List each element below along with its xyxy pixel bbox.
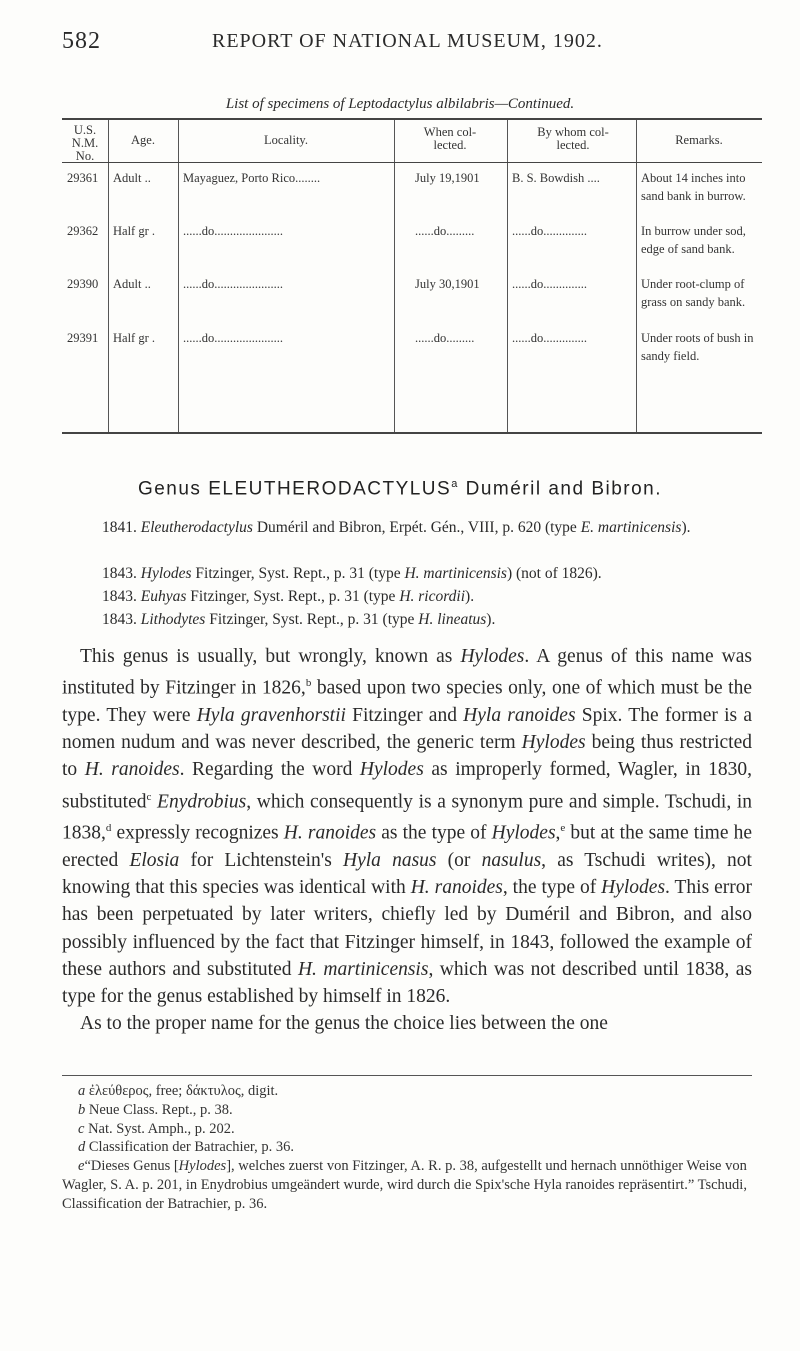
cell-remarks: Under root-clump of grass on sandy bank.: [641, 277, 746, 309]
header-locality: Locality.: [264, 133, 308, 147]
synonym-citation: Fitzinger, Syst. Rept., p. 31 (type: [186, 588, 400, 605]
synonym-tail: ) (not of 1826).: [506, 565, 602, 582]
footnote-a: a ἐλεύθερος, free; δάκτυλος, digit.: [78, 1083, 279, 1099]
header-when: When col- lected.: [423, 125, 477, 152]
body-paragraph: As to the proper name for the genus the choice lies between the one: [80, 1013, 608, 1035]
synonym-type: H. ricordii: [399, 588, 466, 605]
footnote-divider: [62, 1075, 752, 1076]
table-header-row: [62, 120, 762, 163]
header-by: By whom col- lected.: [537, 125, 609, 152]
synonymy-year: 1841.: [102, 519, 137, 536]
footnote-e: e“Dieses Genus [Hylodes], welches zuerst von Fitzinger, A. R. p. 38, aufgestellt und hernach unnöthiger Weise von Wagler, S. A. p. 201, in Enydrobius umgeändert wurde, wird durch die Spix'sche Hyla ranoides repräsentirt.” Tschudi, Classification der Batrachier, p. 36.: [62, 1158, 747, 1212]
synonymy-entry: [102, 587, 752, 607]
cell-age: Half gr .: [113, 224, 155, 238]
synonymy-year: 1843.: [102, 565, 137, 582]
synonym-citation: Duméril and Bibron, Erpét. Gén., VIII, p. 620 (type: [252, 519, 581, 536]
cell-no: 29362: [67, 224, 99, 238]
synonym-type: H. lineatus: [418, 611, 487, 628]
genus-authors: Duméril and Bibron.: [458, 478, 663, 500]
cell-by: ......do..............: [512, 331, 587, 345]
cell-age: Adult ..: [113, 277, 151, 291]
footnote-c: c Nat. Syst. Amph., p. 202.: [78, 1120, 235, 1137]
cell-remarks: In burrow under sod, edge of sand bank.: [641, 224, 746, 256]
page-number: 582: [62, 28, 101, 54]
cell-no: 29361: [67, 171, 99, 185]
synonym-type: E. martinicensis: [580, 519, 682, 536]
synonymy-entry: [102, 564, 752, 584]
synonymy-year: 1843.: [102, 588, 137, 605]
synonymy-year: 1843.: [102, 611, 137, 628]
cell-locality: ......do......................: [183, 224, 283, 238]
cell-age: Half gr .: [113, 331, 155, 345]
cell-by: ......do..............: [512, 224, 587, 238]
header-age: Age.: [131, 133, 155, 147]
footnote-d: d Classification der Batrachier, p. 36.: [78, 1139, 295, 1156]
cell-by: ......do..............: [512, 277, 587, 291]
synonym-name: Hylodes: [140, 565, 192, 582]
synonym-name: Lithodytes: [140, 611, 206, 628]
genus-heading: [0, 478, 800, 500]
synonym-tail: ).: [486, 611, 496, 628]
page-header: [62, 28, 742, 58]
header-no: U.S. N.M. No.: [71, 123, 99, 163]
synonymy-entry: [102, 610, 752, 630]
synonym-citation: Fitzinger, Syst. Rept., p. 31 (type: [205, 611, 419, 628]
cell-locality: Mayaguez, Porto Rico........: [183, 171, 321, 185]
cell-no: 29390: [67, 277, 99, 291]
body-text: [62, 643, 752, 1037]
cell-when: ......do.........: [415, 224, 475, 238]
synonymy-entry: [102, 518, 752, 538]
cell-locality: ......do......................: [183, 331, 283, 345]
footnote-b: b Neue Class. Rept., p. 38.: [78, 1101, 233, 1118]
cell-by: B. S. Bowdish ....: [512, 171, 600, 185]
cell-no: 29391: [67, 331, 99, 345]
header-remarks: Remarks.: [675, 133, 723, 147]
cell-when: ......do.........: [415, 331, 475, 345]
synonym-type: H. martinicensis: [404, 565, 507, 582]
running-title: REPORT OF NATIONAL MUSEUM, 1902.: [212, 30, 603, 52]
cell-remarks: Under roots of bush in sandy field.: [641, 331, 754, 363]
cell-locality: ......do......................: [183, 277, 283, 291]
table-caption: List of specimens of Leptodactylus albilabris—Continued.: [225, 96, 575, 112]
synonym-citation: Fitzinger, Syst. Rept., p. 31 (type: [191, 565, 405, 582]
specimen-table: [62, 118, 762, 434]
cell-when: July 30,1901: [415, 277, 480, 291]
synonym-tail: ).: [465, 588, 475, 605]
synonym-name: Euhyas: [140, 588, 187, 605]
synonym-tail: ).: [681, 519, 691, 536]
genus-footnote-mark: a: [451, 478, 459, 490]
cell-remarks: About 14 inches into sand bank in burrow.: [641, 171, 746, 203]
genus-title: Genus ELEUTHERODACTYLUS: [137, 478, 452, 500]
footnotes: [62, 1082, 752, 1214]
cell-age: Adult ..: [113, 171, 151, 185]
body-paragraph: This genus is usually, but wrongly, known as Hylodes. A genus of this name was instituted by Fitzinger in 1826,$^b$ based upon two species only, one of which must be the type. They were Hyla gravenhorstii Fitzinger and Hyla ranoides Spix. The former is a nomen nudum and was never described, the generic term Hylodes being thus restricted to H. ranoides. Regarding the word Hylodes as improperly formed, Wagler, in 1830, substituted$^c$ Enydrobius, which consequently is a synonym pure and simple. Tschudi, in 1838,$^d$ expressly recognizes H. ranoides as the type of Hylodes,$^e$ but at the same time he erected Elosia for Lichtenstein's Hyla nasus (or nasulus, as Tschudi writes), not knowing that this species was identical with H. ranoides, the type of Hylodes. This error has been perpetuated by later writers, chiefly led by Duméril and Bibron, and also possibly influenced by the fact that Fitzinger himself, in 1843, followed the example of these authors and substituted H. martinicensis, which was not described until 1838, as type for the genus established by himself in 1826.: [62, 646, 753, 1007]
cell-when: July 19,1901: [415, 171, 480, 185]
synonym-name: Eleutherodactylus: [140, 519, 253, 536]
